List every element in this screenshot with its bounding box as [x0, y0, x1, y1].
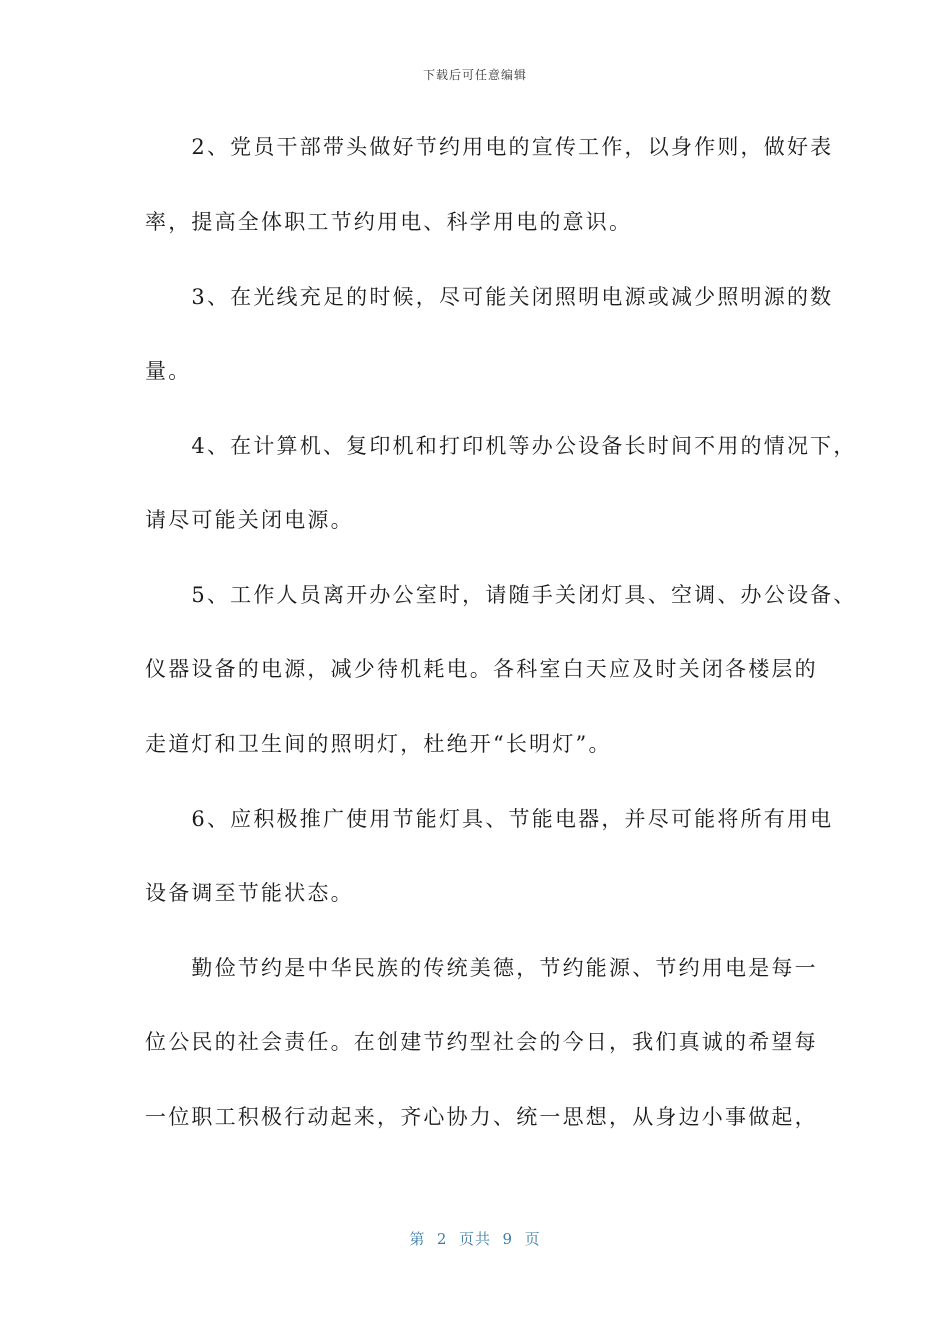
body-line: 位公民的社会责任。在创建节约型社会的今日，我们真诚的希望每 [145, 1030, 818, 1054]
body-line: 量。 [145, 359, 192, 383]
body-line: 5、工作人员离开办公室时，请随手关闭灯具、空调、办公设备、 [145, 583, 857, 607]
body-line: 设备调至节能状态。 [145, 881, 354, 905]
body-line: 3、在光线充足的时候，尽可能关闭照明电源或减少照明源的数 [145, 285, 834, 309]
page-header-note: 下载后可任意编辑 [422, 68, 527, 82]
body-line: 请尽可能关闭电源。 [145, 508, 354, 532]
page-number: 第 2 页共 9 页 [409, 1230, 541, 1248]
body-line: 仪器设备的电源，减少待机耗电。各科室白天应及时关闭各楼层的 [145, 657, 818, 681]
body-line: 一位职工积极行动起来，齐心协力、统一思想，从身边小事做起， [145, 1105, 818, 1129]
body-line: 6、应积极推广使用节能灯具、节能电器，并尽可能将所有用电 [145, 807, 834, 831]
body-line: 2、党员干部带头做好节约用电的宣传工作，以身作则，做好表 [145, 135, 834, 159]
body-line: 率，提高全体职工节约用电、科学用电的意识。 [145, 210, 633, 234]
body-line: 走道灯和卫生间的照明灯，杜绝开“长明灯”。 [145, 732, 612, 756]
body-line: 4、在计算机、复印机和打印机等办公设备长时间不用的情况下， [145, 434, 857, 458]
body-line: 勤俭节约是中华民族的传统美德，节约能源、节约用电是每一 [145, 956, 818, 980]
